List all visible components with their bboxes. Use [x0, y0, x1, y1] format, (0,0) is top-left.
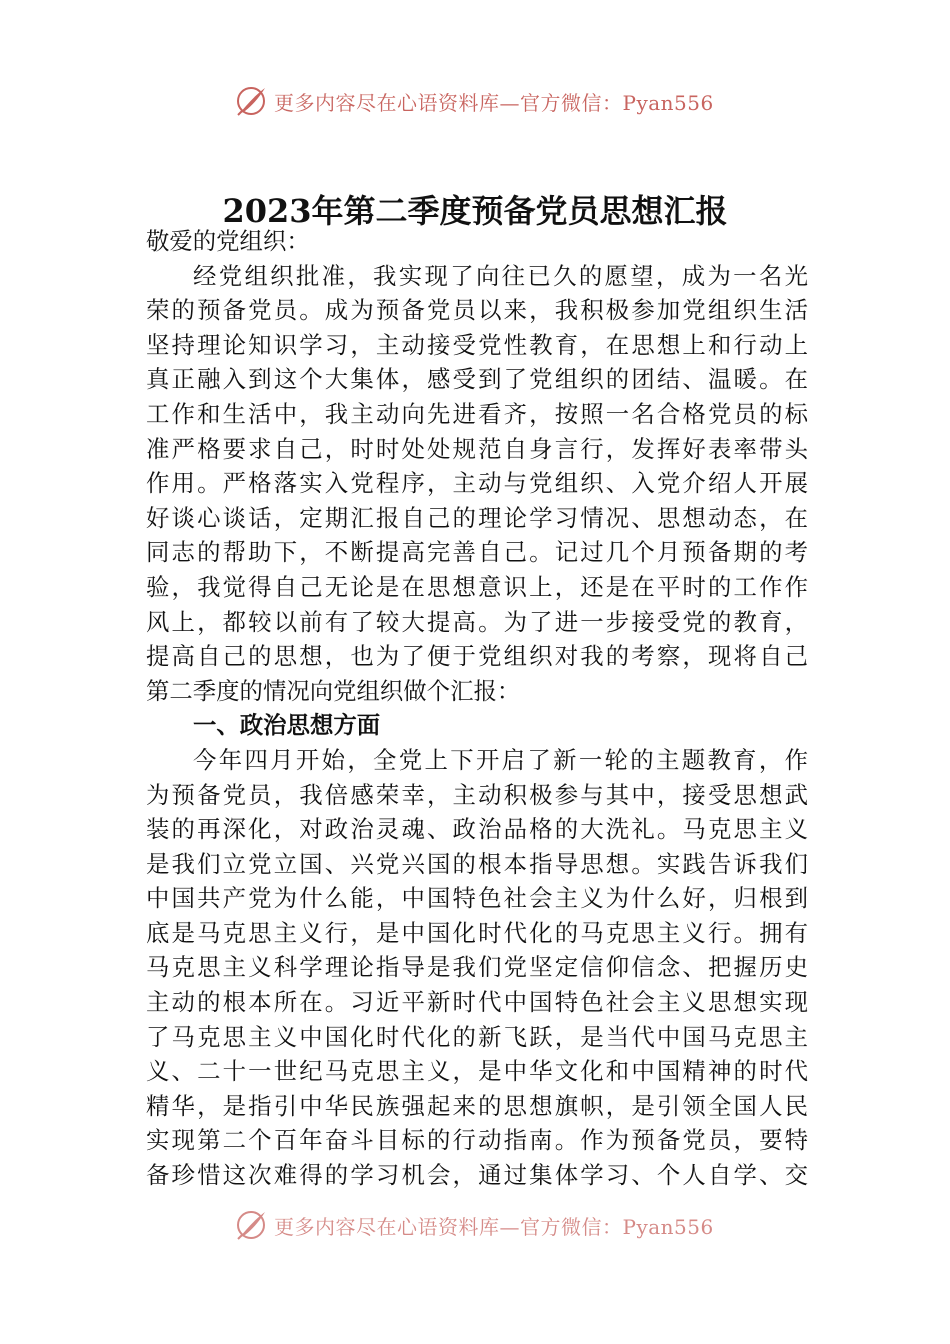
paragraph-line: 作用。严格落实入党程序，主动与党组织、入党介绍人开展	[146, 469, 808, 498]
paragraph-line: 实现第二个百年奋斗目标的行动指南。作为预备党员，要特	[146, 1126, 808, 1155]
watermark-text: 更多内容尽在心语资料库—官方微信：Pyan556	[274, 1214, 714, 1239]
watermark-footer	[234, 1206, 714, 1244]
paragraph-line: 经党组织批准，我实现了向往已久的愿望，成为一名光	[193, 261, 808, 290]
paragraph-line: 是我们立党立国、兴党兴国的根本指导思想。实践告诉我们	[146, 849, 808, 878]
paragraph-line: 验，我觉得自己无论是在思想意识上，还是在平时的工作作	[146, 572, 808, 601]
paragraph-line: 了马克思主义中国化时代化的新飞跃，是当代中国马克思主	[146, 1022, 808, 1051]
watermark-text: 更多内容尽在心语资料库—官方微信：Pyan556	[274, 90, 714, 115]
watermark-header	[234, 82, 714, 120]
paragraph-line: 装的再深化，对政治灵魂、政治品格的大洗礼。马克思主义	[146, 815, 808, 844]
paragraph-line: 风上，都较以前有了较大提高。为了进一步接受党的教育，	[146, 607, 808, 636]
paragraph-line: 底是马克思主义行，是中国化时代化的马克思主义行。拥有	[146, 918, 808, 947]
paragraph-line: 精华，是指引中华民族强起来的思想旗帜，是引领全国人民	[146, 1091, 808, 1120]
paragraph-line: 马克思主义科学理论指导是我们党坚定信仰信念、把握历史	[146, 953, 808, 982]
paragraph-line: 荣的预备党员。成为预备党员以来，我积极参加党组织生活	[146, 296, 808, 325]
paragraph-line: 第二季度的情况向党组织做个汇报：	[146, 676, 521, 705]
paragraph-line: 今年四月开始，全党上下开启了新一轮的主题教育，作	[193, 745, 808, 774]
quill-pen-circle-icon	[234, 84, 268, 118]
section-heading: 一、政治思想方面	[193, 711, 381, 740]
paragraph-line: 备珍惜这次难得的学习机会，通过集体学习、个人自学、交	[146, 1161, 808, 1190]
paragraph-line: 中国共产党为什么能，中国特色社会主义为什么好，归根到	[146, 884, 808, 913]
paragraph-line: 义、二十一世纪马克思主义，是中华文化和中国精神的时代	[146, 1057, 808, 1086]
document-title: 2023年第二季度预备党员思想汇报	[222, 192, 728, 230]
paragraph-line: 准严格要求自己，时时处处规范自身言行，发挥好表率带头	[146, 434, 808, 463]
paragraph-line: 为预备党员，我倍感荣幸，主动积极参与其中，接受思想武	[146, 780, 808, 809]
paragraph-line: 坚持理论知识学习，主动接受党性教育，在思想上和行动上	[146, 330, 808, 359]
paragraph-line: 同志的帮助下，不断提高完善自己。记过几个月预备期的考	[146, 538, 808, 567]
paragraph-line: 工作和生活中，我主动向先进看齐，按照一名合格党员的标	[146, 399, 808, 428]
greeting: 敬爱的党组织：	[146, 227, 310, 255]
paragraph-line: 真正融入到这个大集体，感受到了党组织的团结、温暖。在	[146, 365, 808, 394]
document-body	[146, 224, 808, 1193]
paragraph-line: 提高自己的思想，也为了便于党组织对我的考察，现将自己	[146, 642, 808, 671]
paragraph-line: 主动的根本所在。习近平新时代中国特色社会主义思想实现	[146, 988, 808, 1017]
quill-pen-circle-icon	[234, 1208, 268, 1242]
paragraph-line: 好谈心谈话，定期汇报自己的理论学习情况、思想动态，在	[146, 503, 808, 532]
